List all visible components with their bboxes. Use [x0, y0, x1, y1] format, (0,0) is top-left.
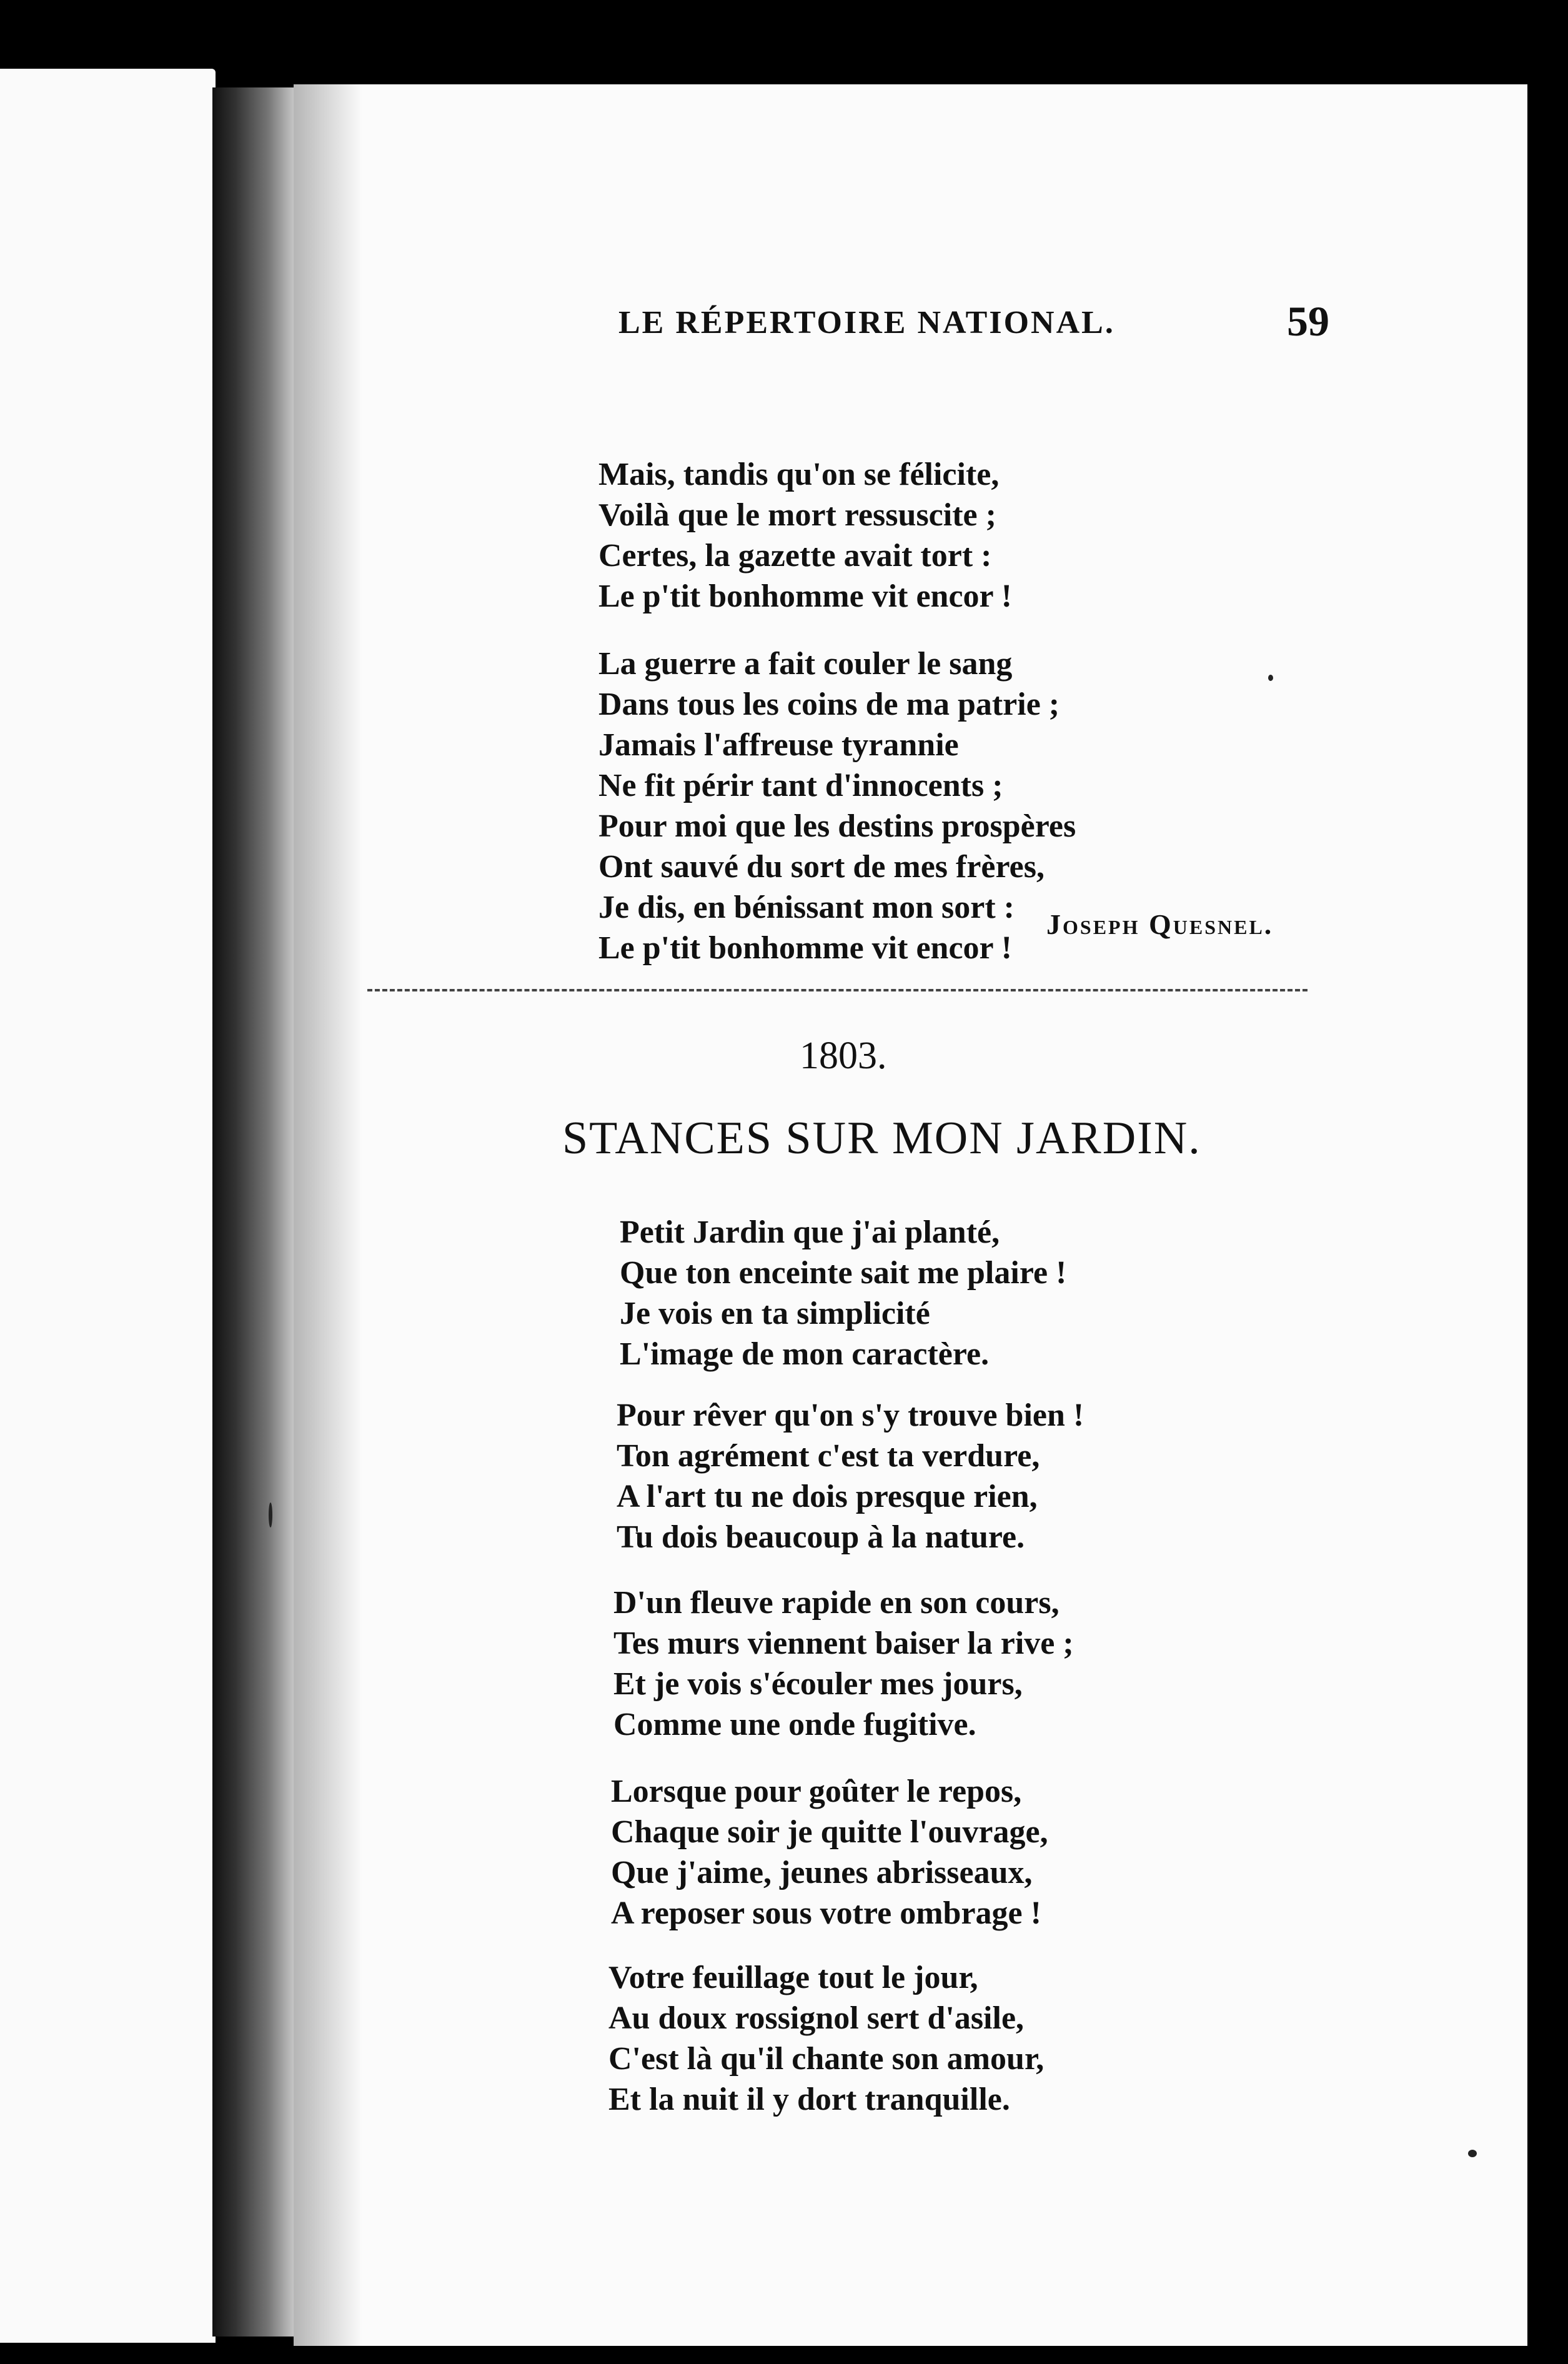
verse-line: Au doux rossignol sert d'asile, [608, 2000, 1025, 2036]
page-number: 59 [1287, 297, 1329, 345]
poem-stanza-4 [611, 1771, 1048, 1934]
verse-line: Certes, la gazette avait tort : [598, 538, 992, 574]
verse-line: Je dis, en bénissant mon sort : [598, 890, 1015, 925]
poem-stanza-2 [617, 1395, 1084, 1557]
page-content [294, 84, 1527, 2346]
verse-line: Ont sauvé du sort de mes frères, [598, 849, 1045, 885]
verse-line: Votre feuillage tout le jour, [608, 1960, 978, 1995]
verse-line: Que ton enceinte sait me plaire ! [620, 1255, 1067, 1291]
poem-stanza-3 [613, 1582, 1074, 1745]
previous-poem-stanza-2 [598, 643, 1076, 968]
book-page [294, 84, 1527, 2346]
verse-line: Lorsque pour goûter le repos, [611, 1774, 1022, 1809]
verse-line: Pour moi que les destins prospères [598, 808, 1076, 844]
verse-line: Petit Jardin que j'ai planté, [620, 1214, 1000, 1250]
verse-line: Le p'tit bonhomme vit encor ! [598, 930, 1012, 966]
verse-line: Que j'aime, jeunes abrisseaux, [611, 1855, 1033, 1890]
book-gutter-shadow [212, 87, 306, 2337]
verse-line: D'un fleuve rapide en son cours, [613, 1585, 1059, 1621]
verse-line: Tes murs viennent baiser la rive ; [613, 1626, 1074, 1661]
verse-line: C'est là qu'il chante son amour, [608, 2041, 1045, 2077]
left-page-margin [0, 69, 216, 2343]
verse-line: Ton agrément c'est ta verdure, [617, 1438, 1040, 1474]
verse-line: Dans tous les coins de ma patrie ; [598, 687, 1060, 722]
verse-line: Pour rêver qu'on s'y trouve bien ! [617, 1398, 1084, 1433]
verse-line: Voilà que le mort ressuscite ; [598, 497, 996, 533]
verse-line: Comme une onde fugitive. [613, 1707, 976, 1742]
verse-line: Ne fit périr tant d'innocents ; [598, 768, 1003, 803]
verse-line: Et je vois s'écouler mes jours, [613, 1666, 1023, 1702]
previous-poem-stanza-1 [598, 454, 1012, 617]
verse-line: A reposer sous votre ombrage ! [611, 1895, 1041, 1931]
verse-line: Le p'tit bonhomme vit encor ! [598, 579, 1012, 614]
scan-speck [1268, 675, 1273, 681]
poem-stanza-1 [620, 1212, 1066, 1374]
poem-stanza-5 [608, 1957, 1044, 2120]
verse-line: A l'art tu ne dois presque rien, [617, 1479, 1038, 1514]
verse-line: Je vois en ta simplicité [620, 1296, 930, 1331]
scan-speck [269, 1502, 272, 1527]
verse-line: Mais, tandis qu'on se félicite, [598, 457, 1000, 492]
verse-line: Tu dois beaucoup à la nature. [617, 1519, 1025, 1555]
poem-year: 1803. [800, 1035, 887, 1077]
scan-speck [1468, 2150, 1477, 2157]
verse-line: Chaque soir je quitte l'ouvrage, [611, 1814, 1048, 1850]
author-signature: Joseph Quesnel. [1046, 908, 1274, 940]
verse-line: L'image de mon caractère. [620, 1336, 990, 1372]
section-divider [367, 989, 1307, 991]
verse-line: La guerre a fait couler le sang [598, 646, 1013, 682]
poem-title: STANCES SUR MON JARDIN. [562, 1113, 1201, 1164]
verse-line: Jamais l'affreuse tyrannie [598, 727, 959, 763]
verse-line: Et la nuit il y dort tranquille. [608, 2082, 1010, 2117]
running-head: LE RÉPERTOIRE NATIONAL. [618, 305, 1115, 340]
